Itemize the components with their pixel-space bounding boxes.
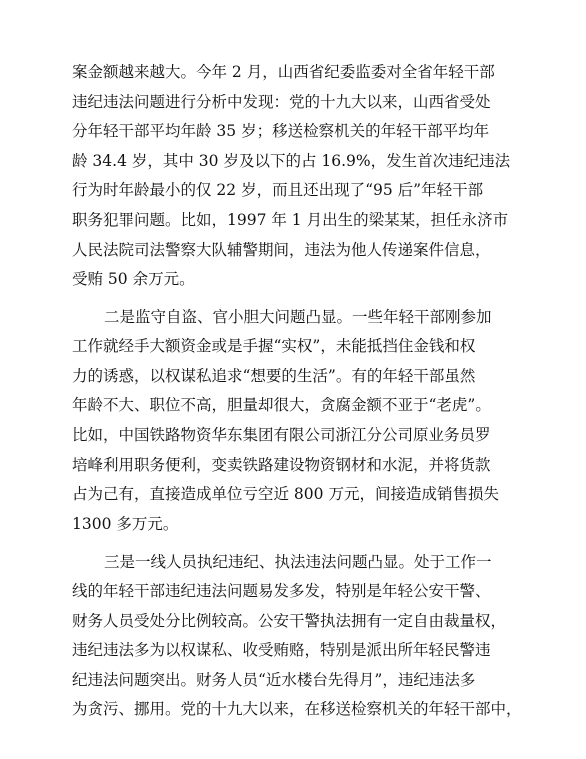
text-line: 线的年轻干部违纪违法问题易发多发，特别是年轻公安干警、 [72,582,491,600]
text-line: 违纪违法问题进行分析中发现：党的十九大以来，山西省受处 [72,93,491,111]
text-line: 行为时年龄最小的仅 22 岁，而且还出现了“95 后”年轻干部 [72,181,484,199]
text-line: 占为己有，直接造成单位亏空近 800 万元，间接造成销售损失 [72,485,499,503]
text-line: 受贿 50 余万元。 [72,270,195,288]
paragraph-first-line: 三是一线人员执纪违纪、执法违法问题凸显。处于工作一 [104,553,492,571]
text-line: 分年轻干部平均年龄 35 岁；移送检察机关的年轻干部平均年 [72,122,490,140]
text-line: 人民法院司法警察大队辅警期间，违法为他人传递案件信息， [72,241,491,259]
text-line: 1300 多万元。 [72,515,179,533]
text-line: 年龄不大、职位不高，胆量却很大，贪腐金额不亚于“老虎”。 [72,396,491,414]
text-line: 为贪污、挪用。党的十九大以来，在移送检察机关的年轻干部中， [72,700,522,718]
paragraph-first-line: 二是监守自盗、官小胆大问题凸显。一些年轻干部刚参加 [104,308,492,326]
text-line: 工作就经手大额资金或是手握“实权”，未能抵挡住金钱和权 [72,337,476,355]
text-line: 力的诱惑，以权谋私追求“想要的生活”。有的年轻干部虽然 [72,367,476,385]
text-line: 职务犯罪问题。比如，1997 年 1 月出生的梁某某，担任永济市 [72,211,509,229]
text-line: 案金额越来越大。今年 2 月，山西省纪委监委对全省年轻干部 [72,63,495,81]
text-line: 财务人员受处分比例较高。公安干警执法拥有一定自由裁量权， [72,612,507,630]
text-line: 纪违法问题突出。财务人员“近水楼台先得月”，违纪违法多 [72,671,476,689]
text-line: 培峰利用职务便利，变卖铁路建设物资钢材和水泥，并将货款 [72,456,491,474]
text-line: 违纪违法多为以权谋私、收受贿赂，特别是派出所年轻民警违 [72,641,491,659]
text-line: 龄 34.4 岁，其中 30 岁及以下的占 16.9%，发生首次违纪违法 [72,152,511,170]
text-line: 比如，中国铁路物资华东集团有限公司浙江分公司原业务员罗 [72,426,491,444]
